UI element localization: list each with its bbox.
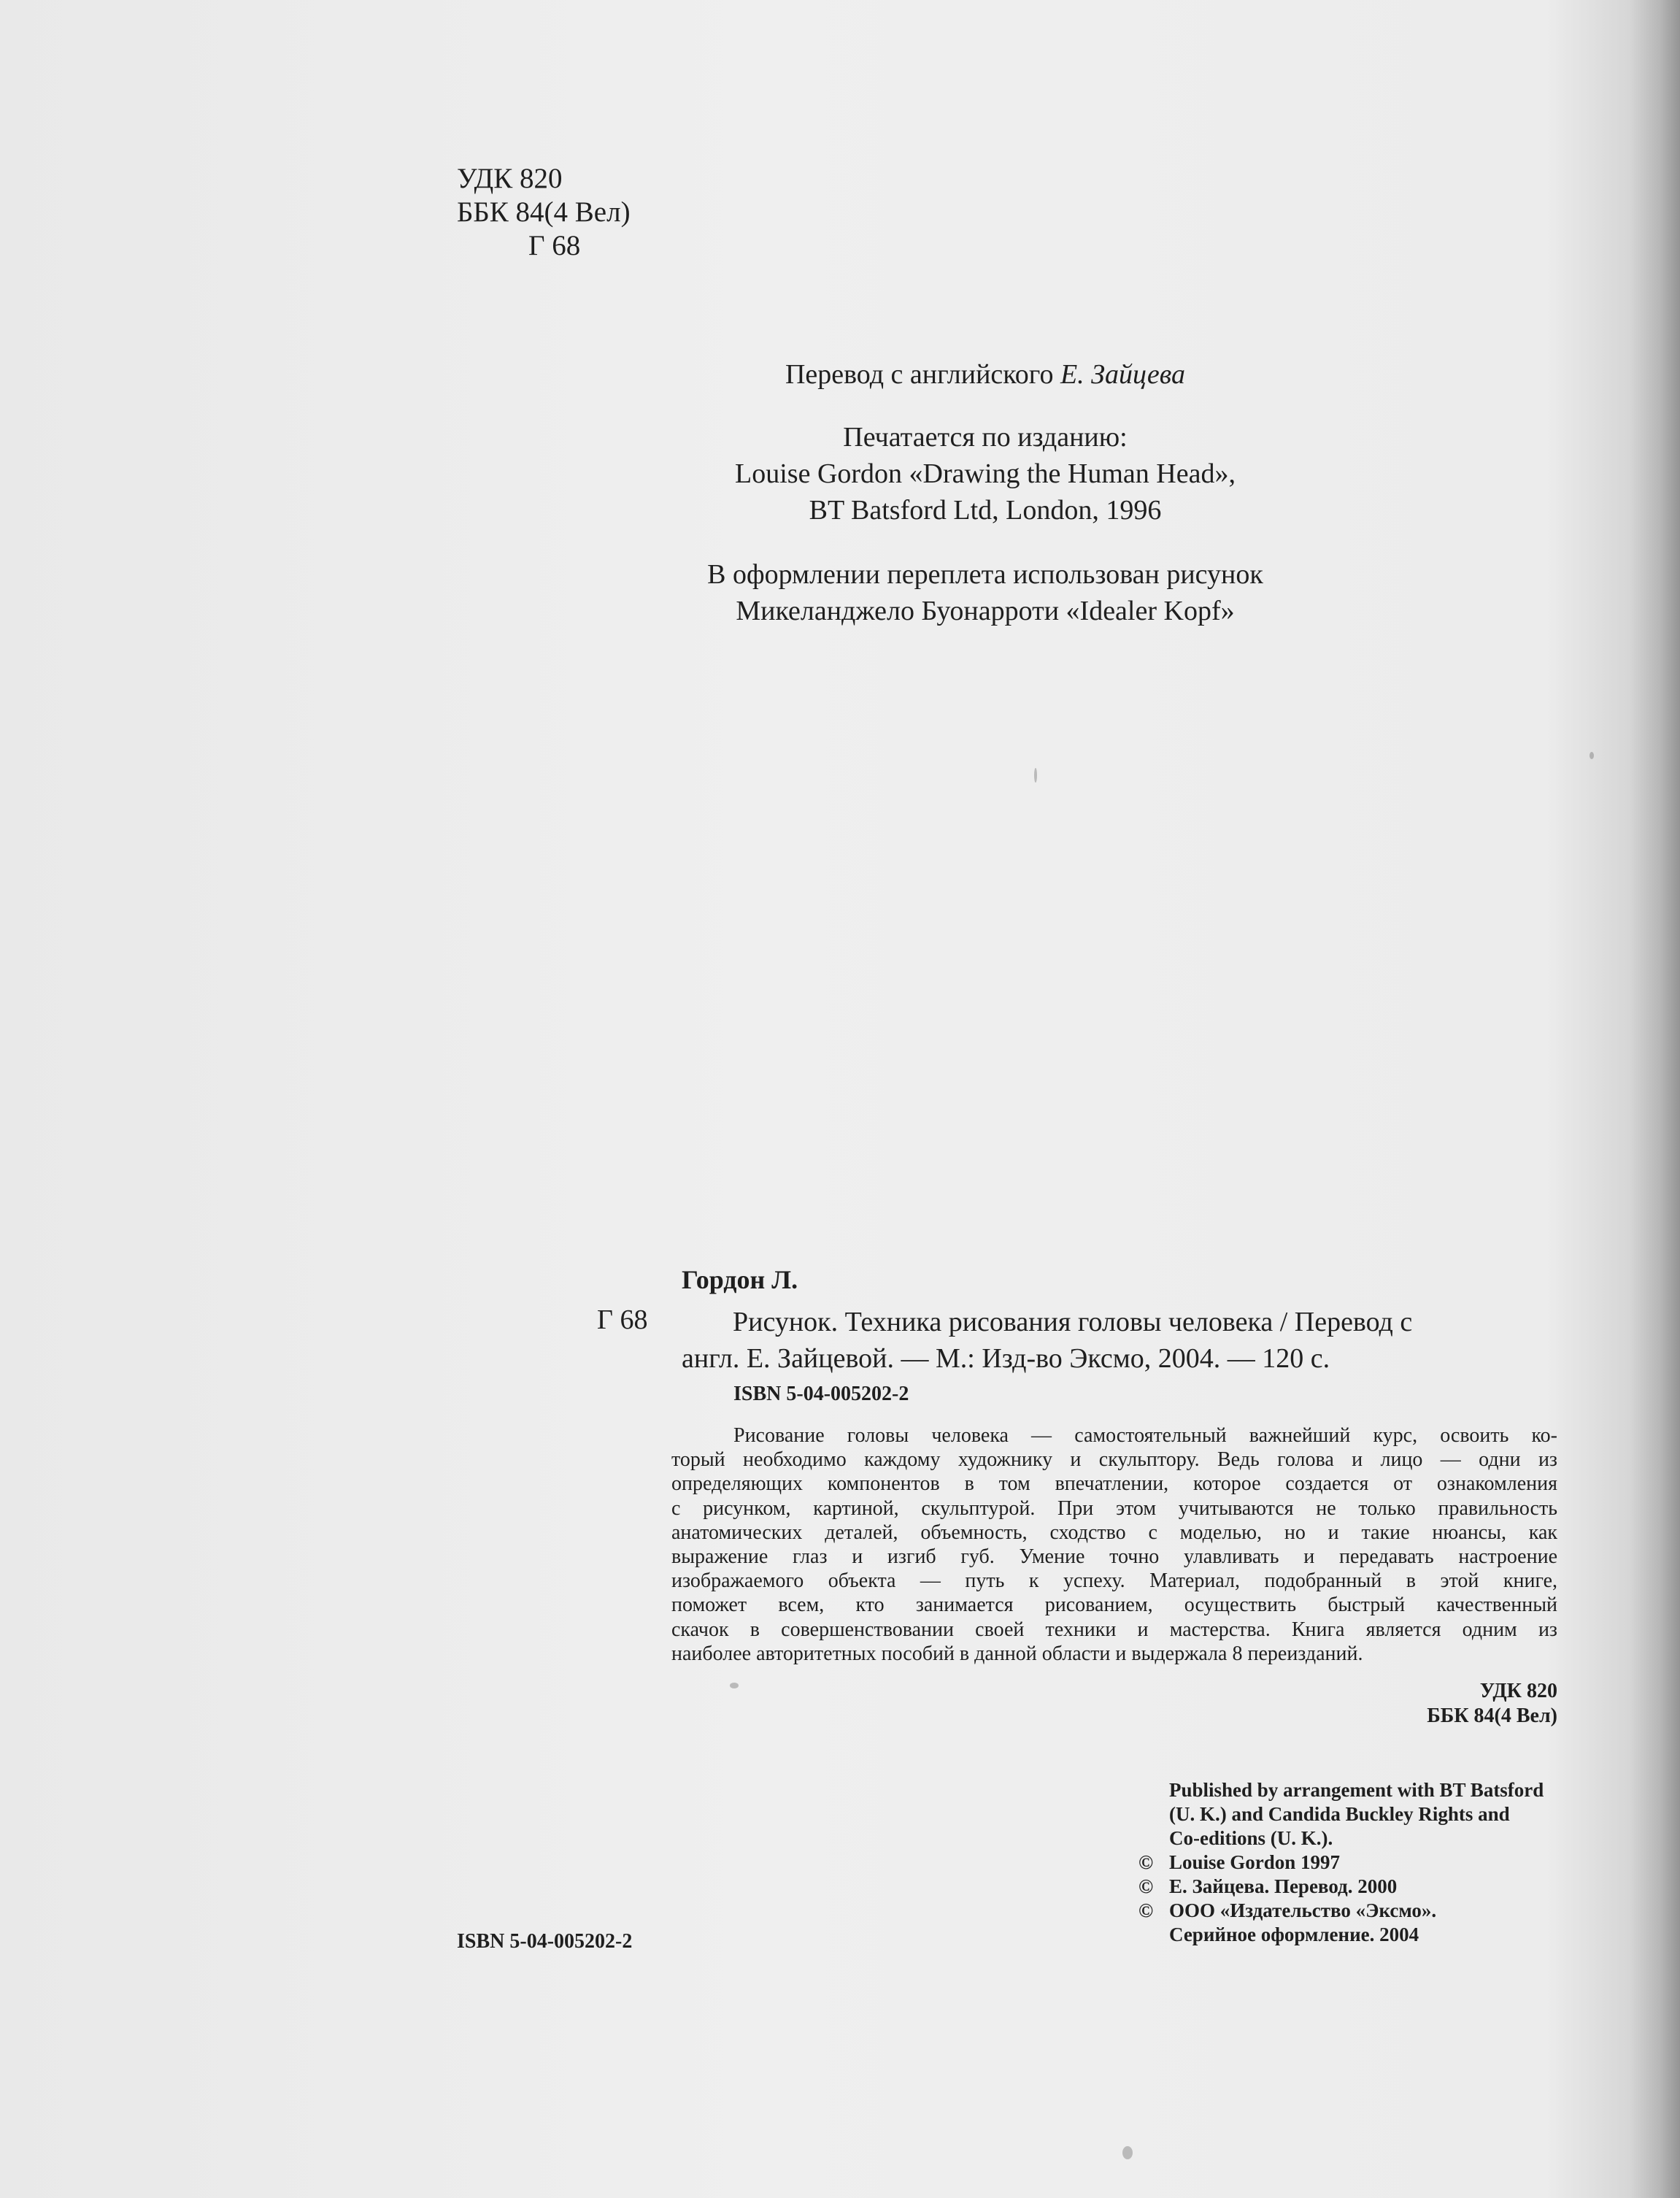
record-classification-codes bbox=[1427, 1679, 1557, 1729]
arrangement-line: Published by arrangement with BT Batsford bbox=[1169, 1779, 1544, 1801]
translator-line bbox=[511, 356, 1460, 393]
footer-isbn: ISBN 5-04-005202-2 bbox=[457, 1930, 633, 1953]
source-edition-label: Печатается по изданию: bbox=[843, 422, 1128, 453]
record-bbk: ББК 84(4 Вел) bbox=[1427, 1705, 1557, 1727]
annotation-line: скачок в совершенствовании своей техники и мастерства. Книга является одним из bbox=[671, 1618, 1557, 1641]
record-udk: УДК 820 bbox=[1479, 1680, 1557, 1702]
record-author-mark: Г 68 bbox=[597, 1304, 648, 1335]
scan-speck bbox=[730, 1683, 739, 1688]
copyright-line bbox=[1138, 1875, 1562, 1899]
copyright-line bbox=[1138, 1923, 1562, 1947]
arrangement-line: (U. K.) and Candida Buckley Rights and bbox=[1169, 1803, 1510, 1825]
annotation-line: выражение глаз и изгиб губ. Умение точно улавливать и передавать настроение bbox=[671, 1545, 1557, 1569]
copyright-line bbox=[1138, 1851, 1562, 1875]
author-mark-code: Г 68 bbox=[528, 230, 581, 261]
record-title bbox=[682, 1304, 1557, 1377]
page-edge-shadow bbox=[1629, 0, 1680, 2198]
translator-name: Е. Зайцева bbox=[1060, 359, 1186, 390]
cover-note-line-1: В оформлении переплета использован рисунок bbox=[707, 559, 1263, 590]
scan-speck bbox=[1590, 752, 1594, 759]
copyright-text: Louise Gordon 1997 bbox=[1169, 1851, 1341, 1873]
udk-code: УДК 820 bbox=[457, 163, 563, 194]
classification-codes bbox=[457, 162, 631, 263]
copyright-block bbox=[1138, 1778, 1562, 1947]
scan-speck bbox=[1034, 768, 1037, 783]
copyright-symbol: © bbox=[1138, 1851, 1154, 1873]
record-title-line-2: англ. Е. Зайцевой. — М.: Изд-во Эксмо, 2004. — 120 с. bbox=[682, 1343, 1330, 1374]
annotation-line: поможет всем, кто занимается рисованием, осуществить быстрый качественный bbox=[671, 1594, 1557, 1617]
record-annotation bbox=[671, 1423, 1557, 1666]
annotation-line: торый необходимо каждому художнику и скульптору. Ведь голова и лицо — одни из bbox=[671, 1448, 1557, 1472]
annotation-line: изображаемого объекта — путь к успеху. Материал, подобранный в этой книге, bbox=[671, 1569, 1557, 1593]
translator-credit bbox=[511, 356, 1460, 393]
record-isbn: ISBN 5-04-005202-2 bbox=[733, 1383, 909, 1405]
translator-label: Перевод с английского bbox=[785, 359, 1054, 390]
source-edition-work: Louise Gordon «Drawing the Human Head», bbox=[735, 458, 1236, 489]
annotation-line: определяющих компонентов в том впечатлении, которое создается от ознакомления bbox=[671, 1472, 1557, 1496]
scan-speck bbox=[1122, 2146, 1133, 2159]
arrangement-line: Co-editions (U. K.). bbox=[1169, 1827, 1333, 1849]
copyright-symbol: © bbox=[1138, 1899, 1154, 1921]
record-title-line-1: Рисунок. Техника рисования головы человека / Перевод с bbox=[733, 1307, 1413, 1337]
annotation-line: анатомических деталей, объемность, сходство с моделью, но и такие нюансы, как bbox=[671, 1521, 1557, 1544]
publishing-arrangement bbox=[1138, 1778, 1562, 1851]
source-edition-publisher: BT Batsford Ltd, London, 1996 bbox=[809, 495, 1162, 526]
source-edition bbox=[511, 419, 1460, 529]
copyright-text: ООО «Издательство «Эксмо». bbox=[1169, 1899, 1437, 1921]
record-author: Гордон Л. bbox=[682, 1265, 798, 1294]
copyright-text: Е. Зайцева. Перевод. 2000 bbox=[1169, 1875, 1398, 1897]
cover-note-line-2: Микеланджело Буонарроти «Idealer Kopf» bbox=[736, 596, 1235, 626]
annotation-line: Рисование головы человека — самостоятельный важнейший курс, освоить ко- bbox=[733, 1424, 1557, 1447]
bbk-code: ББК 84(4 Вел) bbox=[457, 196, 631, 228]
copyright-symbol: © bbox=[1138, 1875, 1154, 1897]
annotation-line: с рисунком, картиной, скульптурой. При этом учитываются не только правильность bbox=[671, 1496, 1557, 1520]
annotation-line: наиболее авторитетных пособий в данной области и выдержала 8 переизданий. bbox=[671, 1642, 1363, 1665]
cover-illustration-note bbox=[511, 556, 1460, 629]
copyright-text: Серийное оформление. 2004 bbox=[1169, 1924, 1419, 1945]
copyright-line bbox=[1138, 1899, 1562, 1923]
